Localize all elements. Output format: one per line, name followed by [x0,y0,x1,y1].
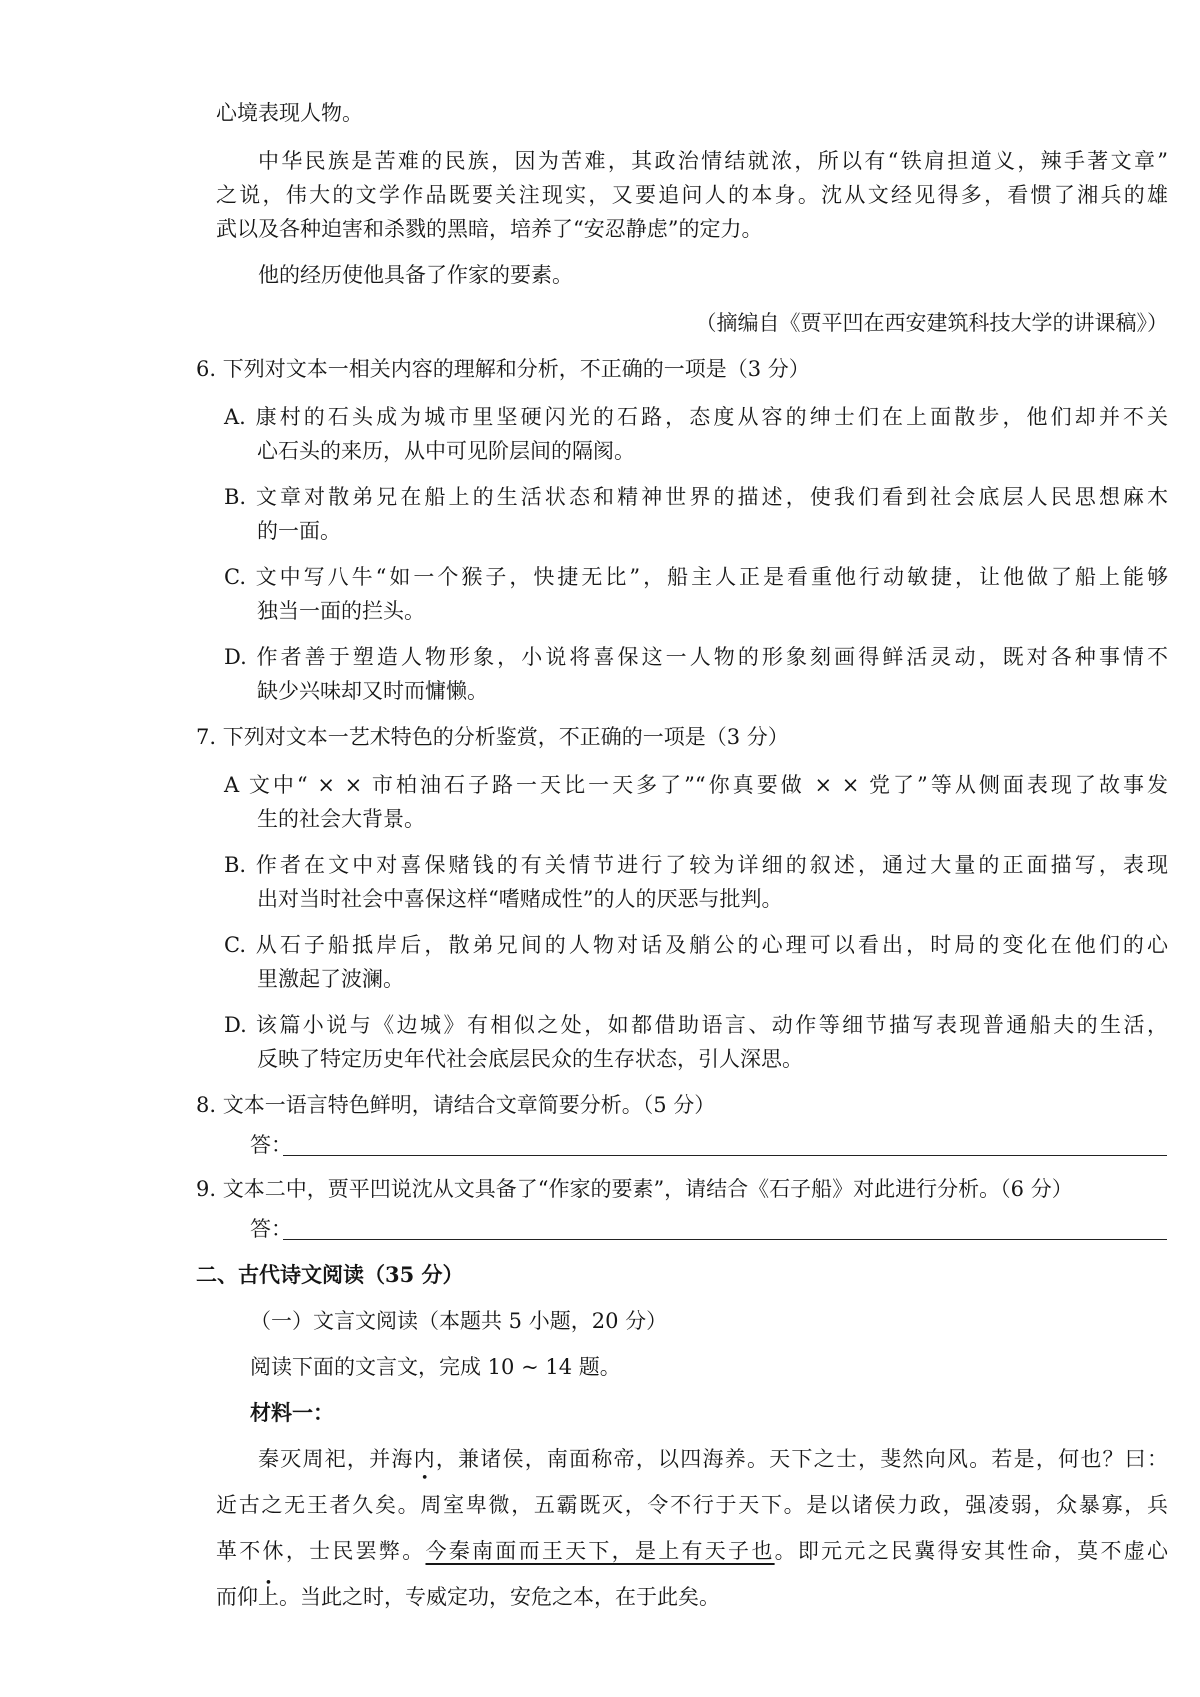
q6-option-d: D. 作者善于塑造人物形象，小说将喜保这一人物的形象刻画得鲜活灵动，既对各种事情不 [224,645,1168,669]
paragraph-line: 之说，伟大的文学作品既要关注现实，又要追问人的本身。沈从文经见得多，看惯了湘兵的雄 [216,183,1168,207]
passage-text: ，兼诸侯，南面称帝，以四海养。天下之士，斐然向风。若是，何也？曰： [435,1447,1169,1471]
q6-option-c-cont: 独当一面的拦头。 [257,599,425,623]
question-9-stem: 9. 文本二中，贾平凹说沈从文具备了“作家的要素”，请结合《石子船》对此进行分析。（6 分） [196,1177,1073,1201]
q6-option-c: C. 文中写八牛“如一个猴子，快捷无比”，船主人正是看重他行动敏捷，让他做了船上能够 [224,565,1168,589]
q6-option-a: A. 康村的石头成为城市里坚硬闪光的石路，态度从容的绅士们在上面散步，他们却并不关 [224,405,1168,429]
question-7-stem: 7. 下列对文本一艺术特色的分析鉴赏，不正确的一项是（3 分） [196,725,789,749]
q7-option-d-cont: 反映了特定历史年代社会底层民众的生存状态，引人深思。 [257,1047,803,1071]
q7-option-d: D. 该篇小说与《边城》有相似之处，如都借助语言、动作等细节描写表现普通船夫的生活， [224,1013,1168,1037]
q7-option-b: B. 作者在文中对喜保赌钱的有关情节进行了较为详细的叙述，通过大量的正面描写，表现 [224,853,1168,877]
passage-text: 。即元元之民冀得安其性命，莫不虚心 [774,1539,1169,1563]
subsection-title: （一）文言文阅读（本题共 5 小题，20 分） [250,1309,668,1333]
underlined-sentence: 今秦南面而王天下，是上有天子也 [425,1539,775,1563]
q6-option-b-cont: 的一面。 [257,519,341,543]
instruction: 阅读下面的文言文，完成 10 ~ 14 题。 [250,1355,621,1379]
answer-label: 答： [250,1133,292,1157]
passage-text: 革不休，士民罢弊。 [216,1539,426,1563]
q6-option-b: B. 文章对散弟兄在船上的生活状态和精神世界的描述，使我们看到社会底层人民思想麻木 [224,485,1168,509]
paragraph-line: 中华民族是苦难的民族，因为苦难，其政治情结就浓，所以有“铁肩担道义，辣手著文章” [258,149,1168,173]
dotted-character: 内 [413,1447,436,1471]
paragraph-line: 武以及各种迫害和杀戮的黑暗，培养了“安忍静虑”的定力。 [216,217,763,241]
paragraph-line: 他的经历使他具备了作家的要素。 [258,263,573,287]
passage-line: 近古之无王者久矣。周室卑微，五霸既灭，令不行于天下。是以诸侯力政，强凌弱，众暴寡，兵 [216,1493,1168,1517]
q7-option-b-cont: 出对当时社会中喜保这样“嗜赌成性”的人的厌恶与批判。 [257,887,783,911]
passage-text: 而仰 [216,1585,258,1609]
q6-option-d-cont: 缺少兴味却又时而慵懒。 [257,679,488,703]
answer-label: 答： [250,1217,292,1241]
material-label: 材料一： [250,1400,334,1425]
passage-text: 。当此之时，专威定功，安危之本，在于此矣。 [279,1585,720,1609]
question-8-stem: 8. 文本一语言特色鲜明，请结合文章简要分析。（5 分） [196,1093,716,1117]
q7-option-a-cont: 生的社会大背景。 [257,807,425,831]
section-title: 二、古代诗文阅读（35 分） [196,1262,464,1287]
q7-option-c: C. 从石子船抵岸后，散弟兄间的人物对话及艄公的心理可以看出，时局的变化在他们的心 [224,933,1168,957]
q7-option-c-cont: 里激起了波澜。 [257,967,404,991]
source-citation: （摘编自《贾平凹在西安建筑科技大学的讲课稿》） [695,311,1168,335]
q7-option-a: A 文中“ × × 市柏油石子路一天比一天多了”“你真要做 × × 党了”等从侧面表现了故事发 [224,773,1168,797]
q6-option-a-cont: 心石头的来历，从中可见阶层间的隔阂。 [257,439,635,463]
dotted-character: 上 [258,1585,279,1609]
paragraph-line: 心境表现人物。 [216,101,363,125]
passage-text: 秦灭周祀，并海 [258,1447,414,1471]
question-6-stem: 6. 下列对文本一相关内容的理解和分析，不正确的一项是（3 分） [196,357,810,381]
